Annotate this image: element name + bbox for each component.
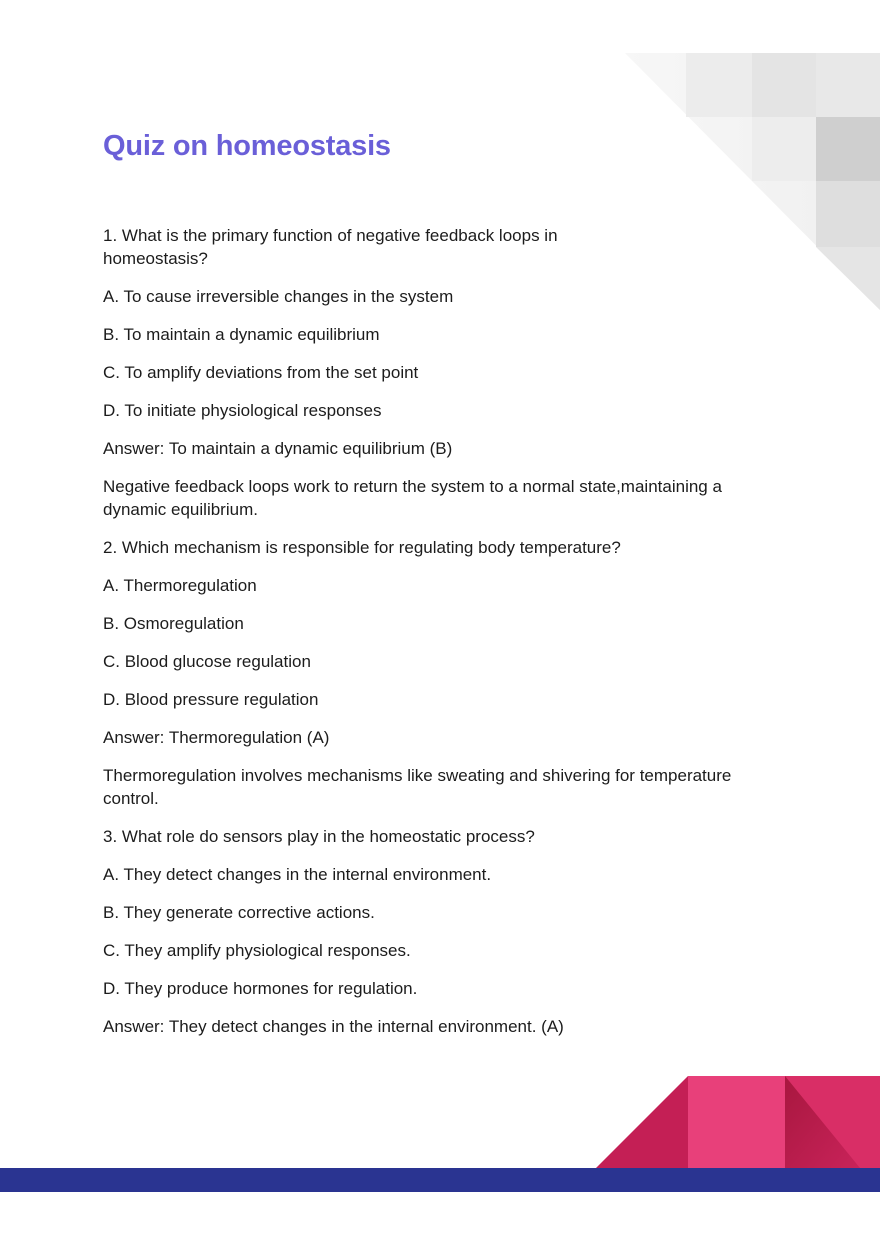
bottom-footer-decoration <box>0 1060 880 1245</box>
option-text: D. Blood pressure regulation <box>103 690 319 709</box>
option-text: B. To maintain a dynamic equilibrium <box>103 325 380 344</box>
page-title: Quiz on homeostasis <box>103 130 391 162</box>
option-text: A. They detect changes in the internal environment. <box>103 865 492 884</box>
explanation-text: Thermoregulation involves mechanisms like sweating and shivering for temperature control. <box>103 766 732 808</box>
answer-text: Answer: Thermoregulation (A) <box>103 728 330 747</box>
answer-text: Answer: To maintain a dynamic equilibrium (B) <box>103 439 453 458</box>
option-text: B. They generate corrective actions. <box>103 903 375 922</box>
option-text: D. They produce hormones for regulation. <box>103 979 418 998</box>
option-text: A. Thermoregulation <box>103 576 257 595</box>
quiz-content <box>103 224 763 1053</box>
explanation-text: Negative feedback loops work to return the system to a normal state,maintaining a dynamic equilibrium. <box>103 477 722 519</box>
question-text: 1. What is the primary function of negative feedback loops in homeostasis? <box>103 226 558 268</box>
answer-text: Answer: They detect changes in the internal environment. (A) <box>103 1017 564 1036</box>
option-text: A. To cause irreversible changes in the system <box>103 287 454 306</box>
option-text: D. To initiate physiological responses <box>103 401 382 420</box>
question-text: 3. What role do sensors play in the homeostatic process? <box>103 827 535 846</box>
option-text: B. Osmoregulation <box>103 614 244 633</box>
option-text: C. To amplify deviations from the set point <box>103 363 419 382</box>
option-text: C. They amplify physiological responses. <box>103 941 411 960</box>
question-text: 2. Which mechanism is responsible for regulating body temperature? <box>103 538 621 557</box>
option-text: C. Blood glucose regulation <box>103 652 311 671</box>
